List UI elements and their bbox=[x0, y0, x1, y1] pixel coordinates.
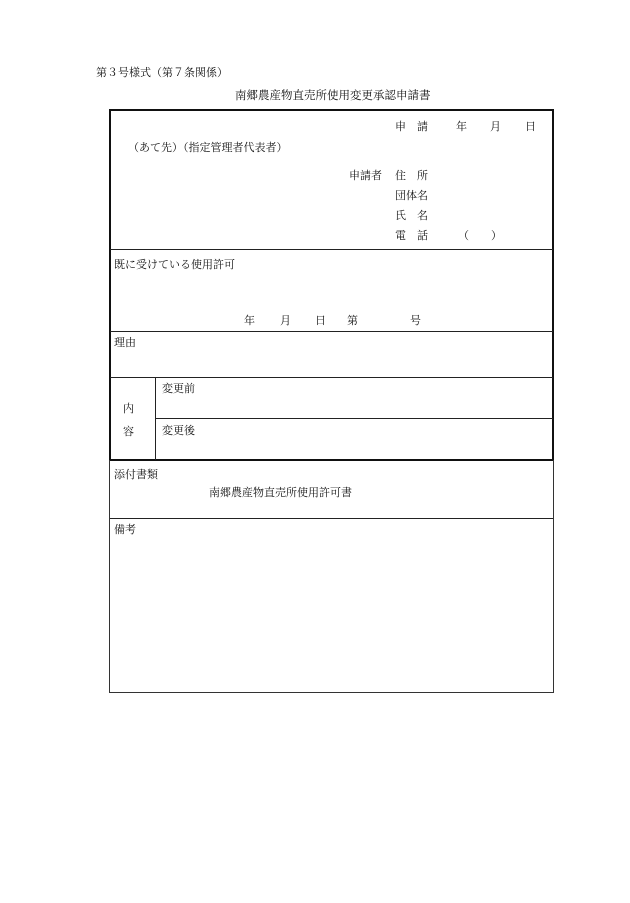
content-label-top: 内 bbox=[123, 402, 134, 415]
organization-label: 団体名 bbox=[395, 189, 428, 202]
reason-label: 理由 bbox=[114, 336, 136, 349]
divider-header bbox=[110, 249, 553, 250]
existing-permit-label: 既に受けている使用許可 bbox=[114, 258, 235, 271]
permit-number-prefix: 第 bbox=[347, 314, 358, 327]
form-number: 第３号様式（第７条関係） bbox=[96, 66, 228, 79]
remarks-label: 備考 bbox=[114, 523, 136, 536]
date-day-label: 日 bbox=[525, 120, 536, 133]
permit-year-label: 年 bbox=[244, 314, 255, 327]
phone-parentheses: （ ） bbox=[458, 229, 502, 242]
divider-content-column bbox=[155, 378, 156, 460]
applicant-label: 申請者 bbox=[349, 169, 382, 182]
content-label-bottom: 容 bbox=[123, 425, 134, 438]
date-year-label: 年 bbox=[456, 120, 467, 133]
after-change-label: 変更後 bbox=[162, 424, 195, 437]
addressee: （あて先）（指定管理者代表者） bbox=[128, 141, 288, 154]
application-label: 申 請 bbox=[395, 120, 428, 133]
attachments-label: 添付書類 bbox=[114, 468, 158, 481]
permit-number-suffix: 号 bbox=[410, 314, 421, 327]
phone-label: 電 話 bbox=[395, 229, 428, 242]
form-title: 南郷農産物直売所使用変更承認申請書 bbox=[235, 88, 431, 102]
divider-before-after bbox=[156, 418, 553, 419]
divider-reason bbox=[110, 377, 553, 378]
divider-permit bbox=[110, 331, 553, 332]
address-label: 住 所 bbox=[395, 169, 428, 182]
main-form-box bbox=[109, 109, 554, 461]
name-label: 氏 名 bbox=[395, 209, 428, 222]
date-month-label: 月 bbox=[490, 120, 501, 133]
permit-month-label: 月 bbox=[280, 314, 291, 327]
before-change-label: 変更前 bbox=[162, 382, 195, 395]
divider-attachments bbox=[110, 518, 553, 519]
permit-day-label: 日 bbox=[315, 314, 326, 327]
attachment-item: 南郷農産物直売所使用許可書 bbox=[209, 486, 352, 499]
